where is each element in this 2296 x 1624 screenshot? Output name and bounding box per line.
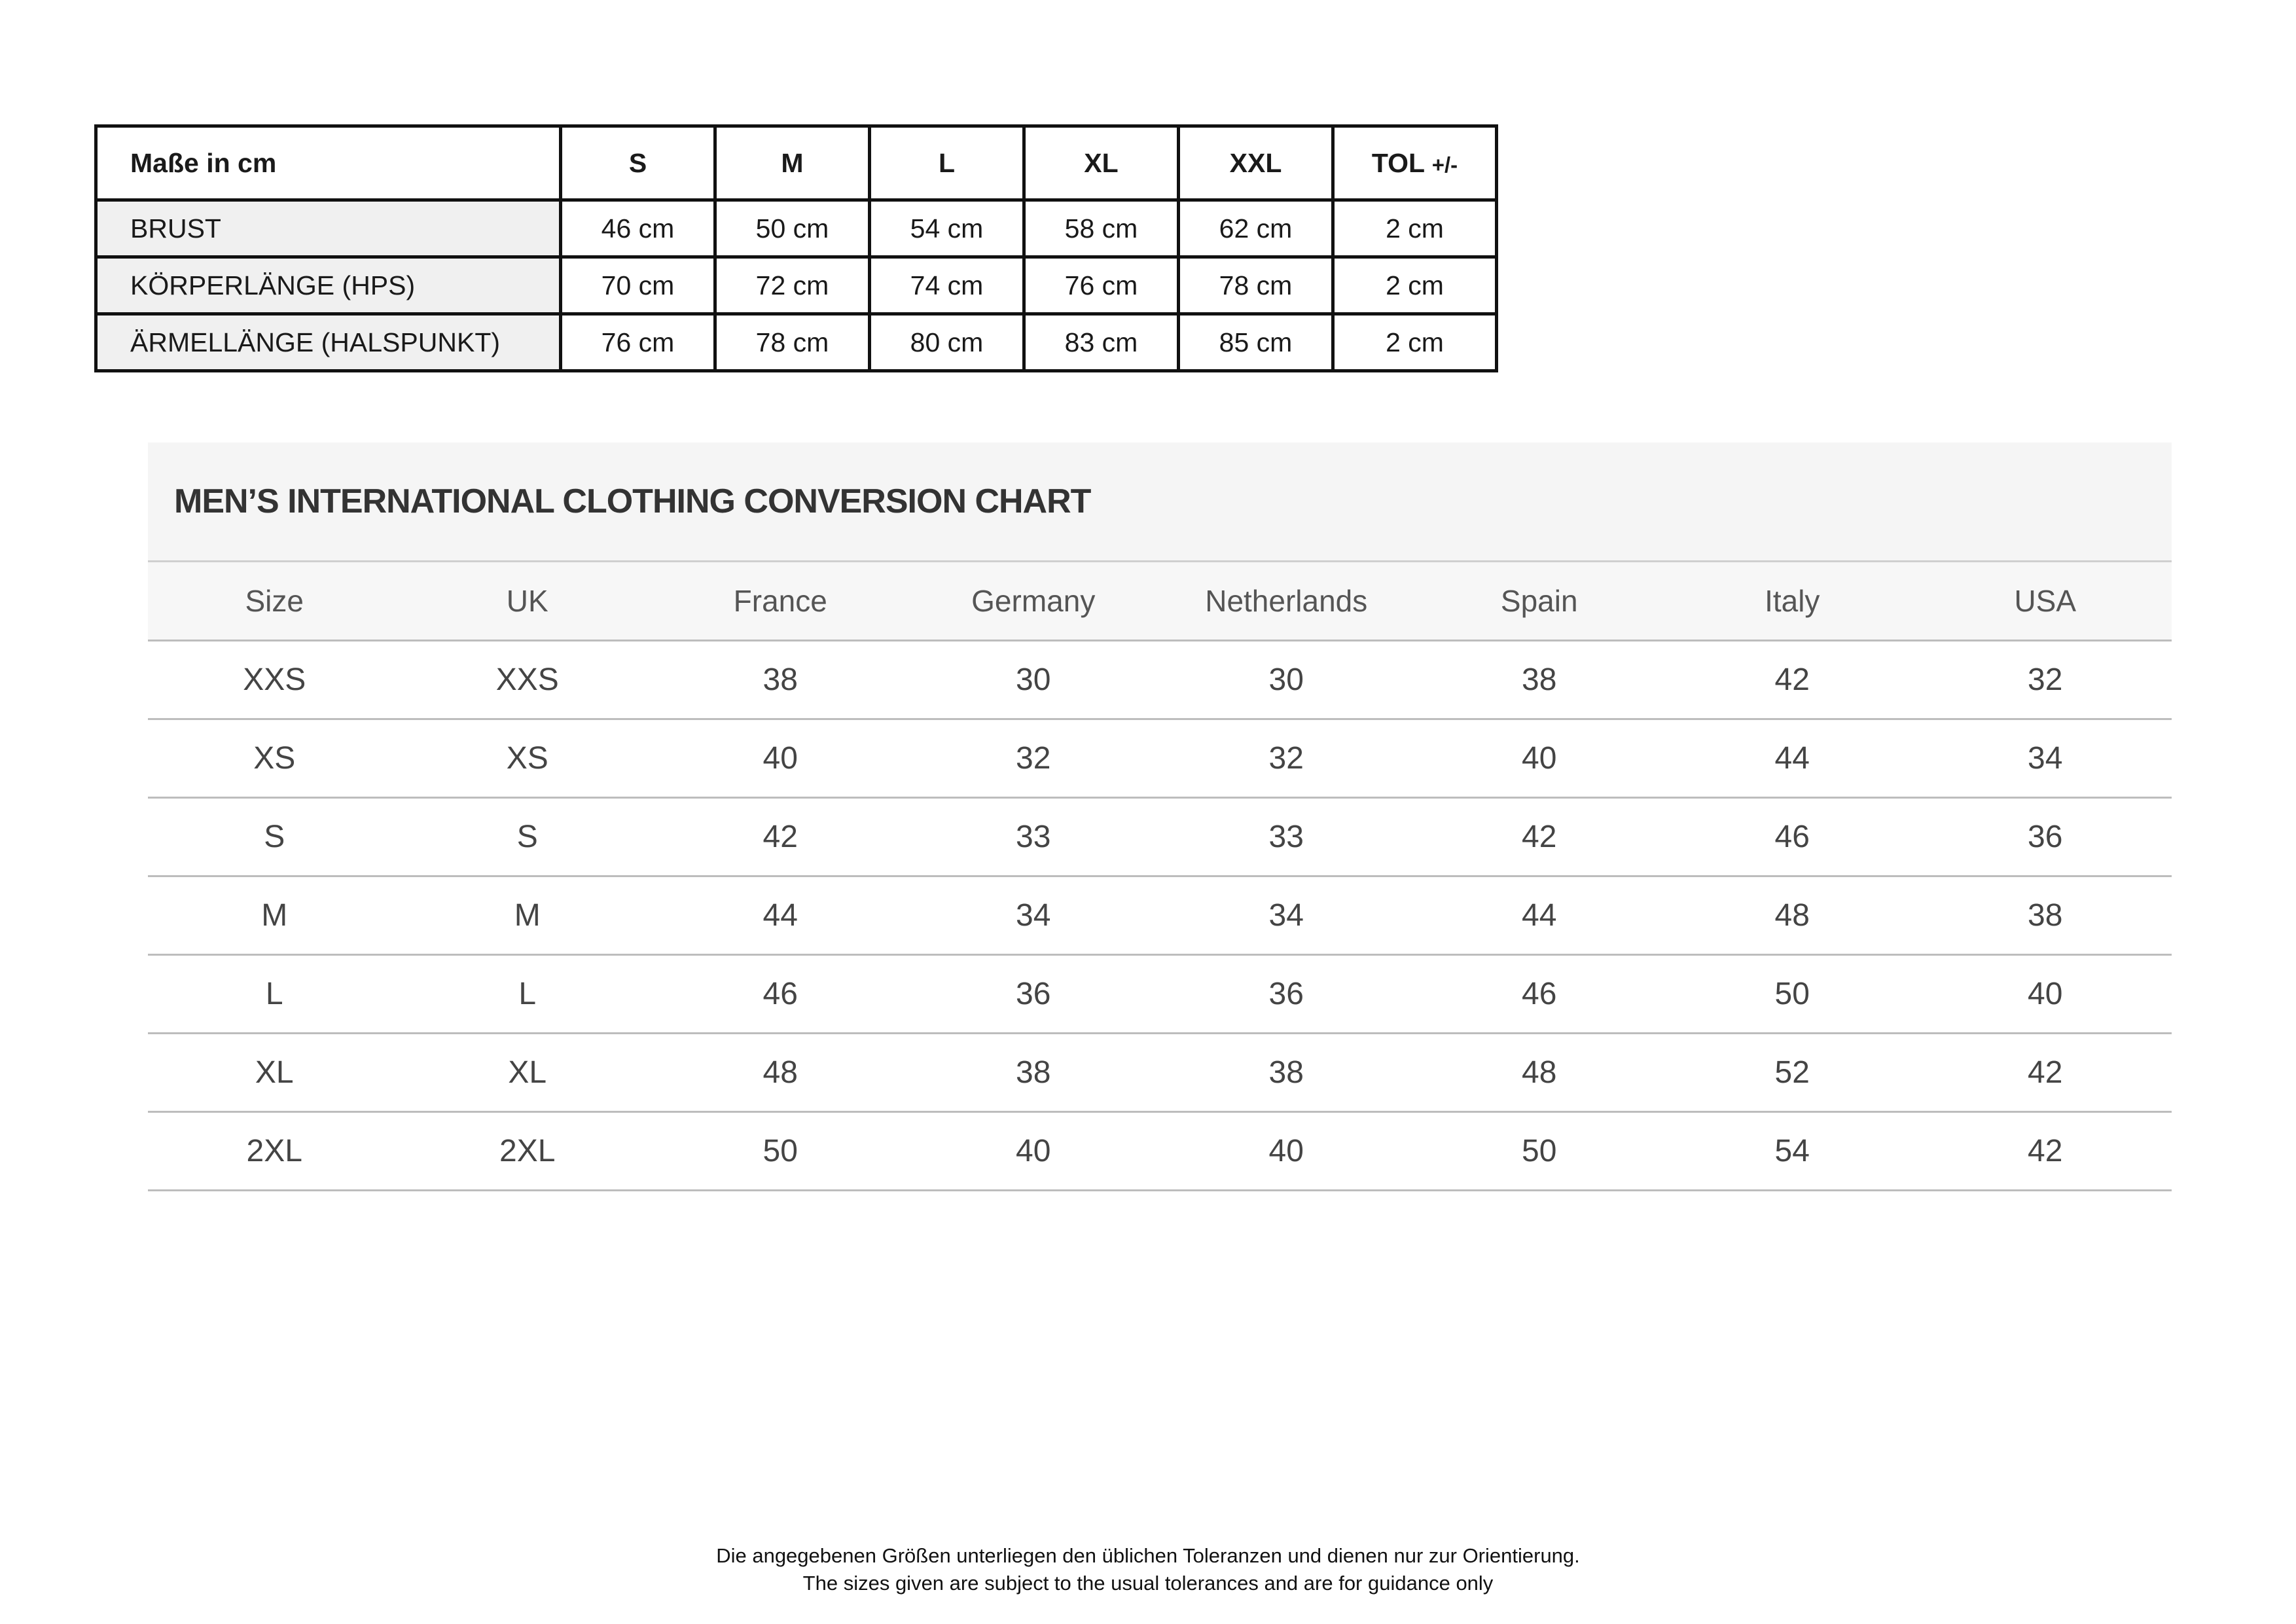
table-cell: 34: [1919, 719, 2172, 798]
conversion-table: [148, 560, 2172, 1191]
conversion-column-header: USA: [1919, 562, 2172, 641]
table-cell: 46: [654, 955, 907, 1034]
table-cell: 30: [907, 641, 1160, 719]
measurements-cell: 80 cm: [870, 314, 1024, 371]
table-cell: 36: [907, 955, 1160, 1034]
table-cell: 40: [907, 1112, 1160, 1191]
measurements-header-size-xxl: XXL: [1179, 126, 1333, 200]
table-row: [148, 1112, 2172, 1191]
table-cell: XXS: [401, 641, 655, 719]
table-cell: 48: [1413, 1034, 1666, 1112]
conversion-chart: [148, 442, 2172, 1191]
table-cell: 33: [907, 798, 1160, 876]
measurements-cell: 76 cm: [1024, 257, 1179, 314]
table-cell: 2XL: [148, 1112, 401, 1191]
table-cell: 44: [1413, 876, 1666, 955]
table-cell: L: [148, 955, 401, 1034]
table-cell: 40: [654, 719, 907, 798]
measurements-row: [96, 257, 1497, 314]
table-cell: 34: [907, 876, 1160, 955]
table-cell: 36: [1919, 798, 2172, 876]
table-cell: M: [401, 876, 655, 955]
table-cell: 2XL: [401, 1112, 655, 1191]
conversion-column-header: Netherlands: [1160, 562, 1413, 641]
measurements-row-label: BRUST: [96, 200, 561, 257]
measurements-cell: 58 cm: [1024, 200, 1179, 257]
measurements-header-size-l: L: [870, 126, 1024, 200]
table-cell: XL: [148, 1034, 401, 1112]
table-cell: 38: [654, 641, 907, 719]
measurements-cell: 70 cm: [561, 257, 715, 314]
conversion-title: MEN’S INTERNATIONAL CLOTHING CONVERSION CHART: [174, 482, 1091, 520]
table-cell: 32: [907, 719, 1160, 798]
footer-note-german: Die angegebenen Größen unterliegen den üblichen Toleranzen und dienen nur zur Orientierung.: [716, 1544, 1580, 1567]
table-cell: 42: [654, 798, 907, 876]
table-cell: 42: [1919, 1112, 2172, 1191]
conversion-column-header: UK: [401, 562, 655, 641]
tolerance-label: TOL: [1371, 147, 1425, 178]
table-cell: XL: [401, 1034, 655, 1112]
conversion-header-row: [148, 562, 2172, 641]
measurements-cell: 46 cm: [561, 200, 715, 257]
measurements-cell: 2 cm: [1333, 257, 1497, 314]
measurements-cell: 62 cm: [1179, 200, 1333, 257]
table-cell: 44: [654, 876, 907, 955]
table-cell: XXS: [148, 641, 401, 719]
table-row: [148, 719, 2172, 798]
table-cell: S: [148, 798, 401, 876]
table-cell: 44: [1666, 719, 1919, 798]
measurements-cell: 74 cm: [870, 257, 1024, 314]
measurements-cell: 2 cm: [1333, 314, 1497, 371]
measurements-cell: 78 cm: [1179, 257, 1333, 314]
table-cell: 50: [1666, 955, 1919, 1034]
table-cell: 48: [1666, 876, 1919, 955]
measurements-cell: 83 cm: [1024, 314, 1179, 371]
measurements-cell: 54 cm: [870, 200, 1024, 257]
table-cell: 50: [1413, 1112, 1666, 1191]
table-cell: 40: [1413, 719, 1666, 798]
measurements-header-size-xl: XL: [1024, 126, 1179, 200]
measurements-header-size-s: S: [561, 126, 715, 200]
table-row: [148, 876, 2172, 955]
measurements-header-tolerance: [1333, 126, 1497, 200]
table-cell: M: [148, 876, 401, 955]
table-cell: 38: [1413, 641, 1666, 719]
table-cell: 52: [1666, 1034, 1919, 1112]
conversion-column-header: Size: [148, 562, 401, 641]
table-cell: 36: [1160, 955, 1413, 1034]
table-cell: 46: [1413, 955, 1666, 1034]
measurements-cell: 76 cm: [561, 314, 715, 371]
table-cell: S: [401, 798, 655, 876]
table-row: [148, 955, 2172, 1034]
table-row: [148, 1034, 2172, 1112]
table-row: [148, 798, 2172, 876]
measurements-header-size-m: M: [715, 126, 870, 200]
conversion-column-header: Italy: [1666, 562, 1919, 641]
measurements-row-label: KÖRPERLÄNGE (HPS): [96, 257, 561, 314]
table-cell: 42: [1413, 798, 1666, 876]
table-row: [148, 641, 2172, 719]
tolerance-suffix: +/-: [1431, 152, 1458, 177]
measurements-table: [94, 124, 1498, 372]
table-cell: 54: [1666, 1112, 1919, 1191]
table-cell: 38: [1160, 1034, 1413, 1112]
conversion-column-header: Spain: [1413, 562, 1666, 641]
table-cell: 33: [1160, 798, 1413, 876]
table-cell: 32: [1919, 641, 2172, 719]
measurements-row-label: ÄRMELLÄNGE (HALSPUNKT): [96, 314, 561, 371]
table-cell: 42: [1666, 641, 1919, 719]
footer-note: [0, 1542, 2296, 1597]
measurements-cell: 85 cm: [1179, 314, 1333, 371]
table-cell: 32: [1160, 719, 1413, 798]
measurements-cell: 78 cm: [715, 314, 870, 371]
table-cell: XS: [148, 719, 401, 798]
table-cell: 46: [1666, 798, 1919, 876]
table-cell: XS: [401, 719, 655, 798]
table-cell: 42: [1919, 1034, 2172, 1112]
measurements-cell: 2 cm: [1333, 200, 1497, 257]
measurements-header-label: Maße in cm: [96, 126, 561, 200]
table-cell: 40: [1919, 955, 2172, 1034]
measurements-cell: 50 cm: [715, 200, 870, 257]
conversion-column-header: Germany: [907, 562, 1160, 641]
table-cell: 38: [1919, 876, 2172, 955]
measurements-row: [96, 200, 1497, 257]
conversion-column-header: France: [654, 562, 907, 641]
measurements-header-row: [96, 126, 1497, 200]
table-cell: L: [401, 955, 655, 1034]
table-cell: 50: [654, 1112, 907, 1191]
table-cell: 48: [654, 1034, 907, 1112]
measurements-cell: 72 cm: [715, 257, 870, 314]
table-cell: 38: [907, 1034, 1160, 1112]
footer-note-english: The sizes given are subject to the usual tolerances and are for guidance only: [802, 1572, 1494, 1595]
table-cell: 34: [1160, 876, 1413, 955]
conversion-title-bar: [148, 442, 2172, 560]
table-cell: 30: [1160, 641, 1413, 719]
table-cell: 40: [1160, 1112, 1413, 1191]
measurements-row: [96, 314, 1497, 371]
